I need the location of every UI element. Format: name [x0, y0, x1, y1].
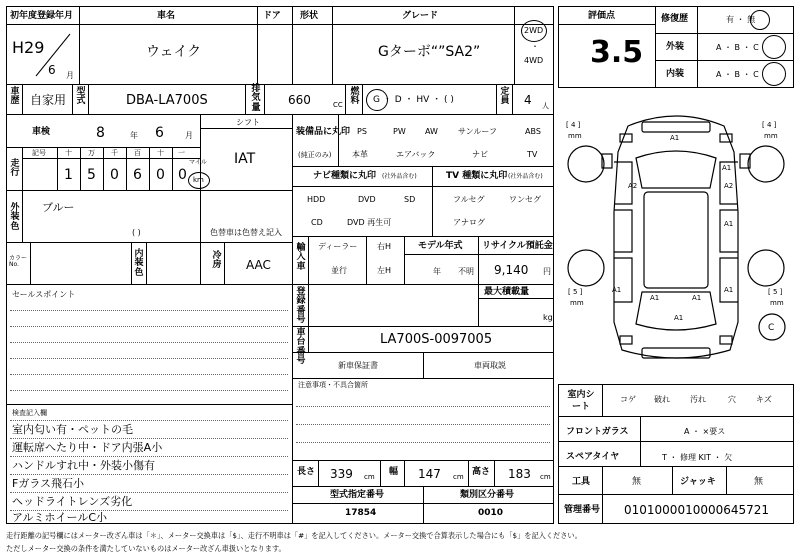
tools-label: 工具	[572, 477, 591, 487]
tire-rear-left-unit: mm	[570, 299, 584, 307]
footer-note-2: ただしメーター交換の条件を満たしていないものはメーター改ざん車扱いとなります。	[6, 544, 286, 553]
mileage-digit-2: 5	[87, 167, 96, 183]
height-value: 183	[508, 467, 531, 481]
door-label: ドア	[263, 11, 281, 21]
equip-navi: ナビ	[472, 150, 488, 159]
usage-value: 自家用	[30, 93, 67, 107]
jack-value: 無	[754, 477, 764, 487]
mileage-digit-6: 0	[178, 167, 187, 183]
score-label: 評価点	[588, 11, 616, 21]
mileage-header-juu: 十	[157, 149, 164, 157]
inspection-year: 8	[96, 125, 105, 141]
mileage-digit-1: 1	[64, 167, 73, 183]
mileage-header-10man: 十	[65, 149, 72, 157]
seat-label: 室内シート	[567, 390, 595, 412]
damage-mark-1: A1	[670, 134, 680, 142]
color-no-label: カラーNo.	[9, 255, 28, 268]
car-name-label: 車名	[157, 11, 176, 21]
navi-cd: CD	[311, 218, 323, 227]
first-reg-label: 初年度登録年月	[10, 11, 74, 21]
equip-aw: AW	[425, 127, 438, 136]
navi-dvd: DVD	[358, 195, 376, 204]
repair-label: 修復歴	[661, 14, 689, 24]
seat-hole: 穴	[728, 395, 736, 404]
drive-sep: ・	[531, 42, 539, 51]
first-reg-month: 6	[48, 63, 56, 77]
seat-scratch: キズ	[756, 395, 772, 404]
seat-burn: コゲ	[620, 395, 636, 404]
equipment-sublabel: (純正のみ)	[298, 151, 332, 159]
import-right-h: 右H	[377, 242, 392, 251]
shape-label: 形状	[300, 11, 319, 21]
drive-4wd: 4WD	[524, 56, 544, 65]
spare-tire-label: スペアタイヤ	[566, 452, 620, 462]
interior-options: A ・ B ・ C	[716, 70, 759, 79]
inspection-label: 車検	[32, 127, 51, 137]
recycle-value: 9,140	[494, 263, 529, 277]
spare-tire-value: T ・ 修理 KIT ・ 欠	[662, 453, 733, 462]
front-glass-label: フロントガラス	[566, 427, 629, 437]
reg-number-label: 登録番号	[296, 287, 306, 326]
damage-mark-6: A1	[612, 286, 622, 294]
tv-sub: (社外品含む)	[508, 173, 543, 180]
navi-hdd: HDD	[307, 195, 326, 204]
grade-label: グレード	[402, 11, 439, 21]
first-reg-era: H29	[12, 38, 45, 57]
import-left-h: 左H	[377, 266, 392, 275]
exterior-options: A ・ B ・ C	[716, 43, 759, 52]
capacity-label: 定員	[500, 87, 510, 107]
jack-label: ジャッキ	[680, 477, 716, 487]
model-year-unknown: 不明	[458, 267, 474, 276]
score-value: 3.5	[590, 35, 644, 70]
repair-options: 有 ・ 無	[726, 15, 756, 24]
displacement-label: 排気量	[251, 84, 261, 113]
tv-oneseg: ワンセグ	[509, 195, 541, 204]
tv-analog: アナログ	[453, 218, 485, 227]
damage-mark-7: A1	[724, 286, 734, 294]
tire-front-right-unit: mm	[764, 132, 778, 140]
chassis-label: 車台番号	[296, 328, 306, 367]
height-unit: cm	[540, 473, 551, 481]
exterior-label: 外装	[666, 42, 685, 52]
mgmt-label: 管理番号	[564, 505, 601, 515]
mileage-digit-4: 6	[133, 167, 142, 183]
import-label: 輸入車	[296, 243, 306, 272]
equipment-label: 装備品に丸印	[296, 127, 351, 137]
width-unit: cm	[453, 473, 464, 481]
ac-value: AAC	[246, 258, 271, 272]
inspector-label: 検査記入欄	[12, 409, 47, 417]
mileage-header-sen: 千	[111, 149, 118, 157]
tv-fullseg: フルセグ	[453, 195, 485, 204]
mileage-header-hyaku: 百	[134, 149, 141, 157]
equip-airbag: エアバック	[396, 150, 436, 159]
damage-mark-9: A1	[692, 294, 702, 302]
damage-mark-8: A1	[650, 294, 660, 302]
max-load-label: 最大積載量	[484, 287, 530, 297]
mileage-header-mile: マイル	[189, 159, 207, 166]
shift-label: シフト	[236, 118, 260, 127]
mileage-header-ichi: 一	[178, 149, 185, 157]
tire-front-left-unit: mm	[568, 132, 582, 140]
navi-dvd-play: DVD 再生可	[347, 218, 392, 227]
inspection-month: 6	[155, 125, 164, 141]
mileage-label: 走行	[10, 159, 20, 179]
capacity-value: 4	[524, 93, 532, 107]
color-note: 色替車は色替え記入	[210, 228, 282, 237]
mileage-digit-3: 0	[110, 167, 119, 183]
mileage-digit-5: 0	[156, 167, 165, 183]
color-value: ブルー	[42, 201, 75, 214]
recycle-unit: 円	[543, 267, 551, 276]
seat-dirt: 汚れ	[690, 395, 706, 404]
equip-sunroof: サンルーフ	[458, 127, 497, 136]
navi-sd: SD	[404, 195, 416, 204]
car-damage-diagram	[558, 92, 794, 384]
equip-tv: TV	[527, 150, 538, 159]
tire-front-left: [ 4 ]	[566, 121, 581, 129]
inspector-note-2: 運転席へたり中・ドア内張A小	[12, 441, 163, 454]
equip-pw: PW	[393, 127, 406, 136]
footer-note-1: 走行距離の記号欄にはメーター改ざん車は「＊」、メーター交換車は「$」、走行不明車は「#」を記入してください。メーター交換で合算表示した場合にも「$」を記入ください。	[6, 531, 582, 540]
max-load-unit: kg	[543, 313, 553, 322]
warranty-new-car: 新車保証書	[338, 361, 378, 370]
shift-value: IAT	[234, 151, 256, 167]
mgmt-value: 0101000010000645721	[624, 503, 770, 517]
mileage-header-code: 記号	[32, 149, 46, 157]
exterior-selected-circle	[762, 35, 786, 59]
damage-mark-3: A2	[628, 182, 638, 190]
damage-mark-2: A1	[722, 164, 732, 172]
fuel-options: G ・ D ・ HV ・ ( )	[373, 95, 454, 105]
interior-label: 内装	[666, 69, 685, 79]
usage-label: 車歴	[10, 87, 20, 107]
notes-label: 注意事項・不具合箇所	[298, 381, 368, 389]
sales-point-label: セールスポイント	[12, 290, 76, 299]
import-dealer: ディーラー	[318, 242, 358, 251]
ac-label: 冷房	[212, 251, 222, 271]
navi-label: ナビ種類に丸印	[313, 171, 377, 181]
length-unit: cm	[364, 473, 375, 481]
length-label: 長さ	[297, 467, 316, 477]
drive-2wd: 2WD	[524, 26, 544, 35]
type-designation-value: 17854	[345, 508, 377, 518]
damage-mark-5: A1	[724, 220, 734, 228]
model-year-label: モデル年式	[418, 241, 463, 251]
seat-tear: 破れ	[654, 395, 670, 404]
equip-abs: ABS	[525, 127, 541, 136]
displacement-unit: CC	[333, 101, 343, 109]
length-value: 339	[330, 467, 353, 481]
tools-value: 無	[632, 477, 642, 487]
class-number-value: 0010	[478, 508, 504, 518]
tv-label: TV 種類に丸印	[446, 171, 508, 181]
grade-value: Gターボ“”SA2”	[378, 44, 481, 60]
mileage-header-man: 万	[88, 149, 95, 157]
first-reg-month-unit: 月	[66, 71, 74, 80]
fuel-label: 燃料	[350, 87, 360, 107]
tire-rear-left: [ 5 ]	[568, 288, 583, 296]
displacement-value: 660	[288, 93, 311, 107]
inspector-note-1: 室内匂い有・ペットの毛	[12, 423, 133, 436]
color-paren: ( )	[132, 228, 141, 237]
damage-mark-4: A2	[724, 182, 734, 190]
inspector-note-5: ヘッドライトレンズ劣化	[12, 495, 133, 508]
inspector-note-4: Fガラス飛石小	[12, 477, 84, 490]
type-designation-label: 型式指定番号	[330, 490, 385, 500]
recycle-label: リサイクル預託金	[482, 241, 553, 251]
color-label: 外装色	[10, 203, 20, 232]
damage-mark-10: A1	[674, 314, 684, 322]
inspection-year-unit: 年	[130, 131, 138, 140]
repair-selected-circle	[750, 10, 770, 30]
width-label: 幅	[389, 467, 399, 477]
chassis-value: LA700S-0097005	[380, 332, 493, 347]
equip-ps: PS	[357, 127, 367, 136]
interior-color-label: 内装色	[134, 249, 144, 278]
width-value: 147	[418, 467, 441, 481]
height-label: 高さ	[472, 467, 491, 477]
inspector-note-6: アルミホイールC小	[12, 511, 108, 524]
spare-circle-mark: C	[768, 323, 775, 333]
interior-selected-circle	[762, 62, 786, 86]
capacity-unit: 人	[542, 102, 549, 110]
mileage-unit-km: km	[193, 176, 204, 184]
tire-rear-right-unit: mm	[770, 299, 784, 307]
model-label: 型式	[76, 87, 86, 107]
import-parallel: 並行	[331, 266, 347, 275]
class-number-label: 類別区分番号	[460, 490, 515, 500]
inspector-note-3: ハンドルすれ中・外装小傷有	[12, 459, 155, 472]
car-name-value: ウェイク	[146, 44, 202, 60]
equip-leather: 本革	[352, 150, 368, 159]
inspection-month-unit: 月	[185, 131, 193, 140]
tire-rear-right: [ 5 ]	[768, 288, 783, 296]
front-glass-value: A ・ ×要ス	[684, 427, 726, 436]
navi-sub: (社外品含む)	[382, 173, 417, 180]
warranty-manual: 車両取説	[474, 361, 506, 370]
model-year-unit: 年	[433, 267, 441, 276]
model-value: DBA-LA700S	[126, 93, 208, 108]
tire-front-right: [ 4 ]	[762, 121, 777, 129]
